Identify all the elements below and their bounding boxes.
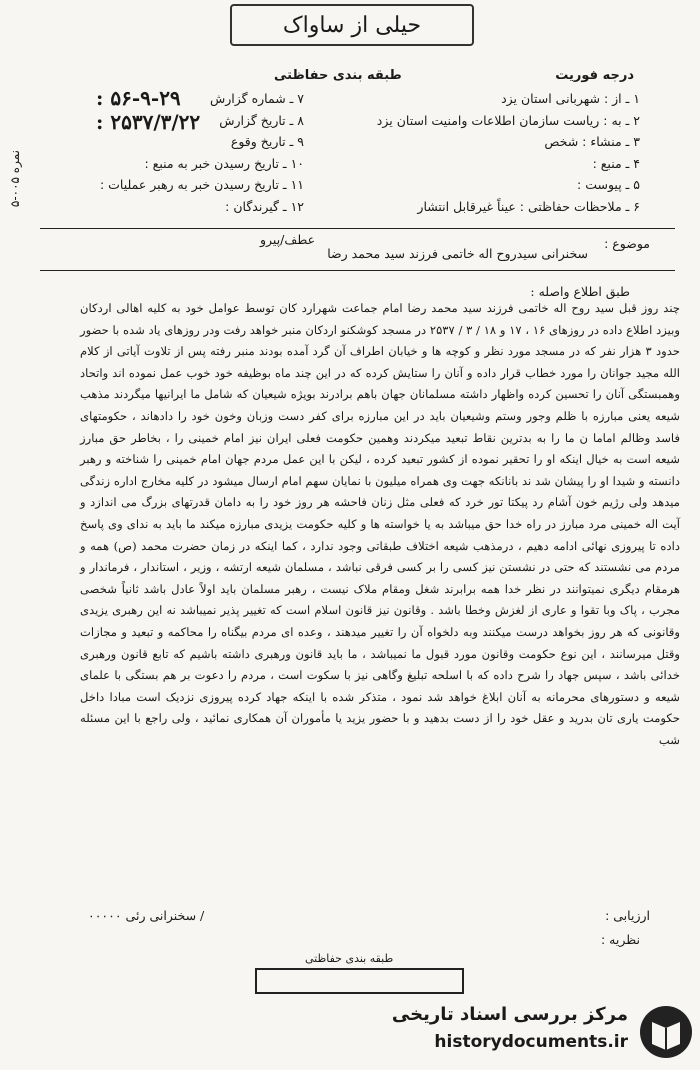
field-report-date: ۸ ـ تاریخ گزارش: [219, 112, 304, 128]
opinion-label: نظریه :: [601, 932, 640, 947]
field-source: ۴ ـ منبع :: [592, 155, 640, 171]
footer-note: / سخنرانی رئی ۰۰۰۰۰: [88, 908, 205, 923]
watermark: [391, 1000, 694, 1066]
report-date-handwritten: ۲۵۳۷/۳/۲۲ :: [96, 110, 201, 134]
side-number: ۵-۰۰۵ نمره: [8, 150, 22, 208]
classification-title: طبقه بندی حفاظتی: [274, 68, 402, 83]
field-report-number: ۷ ـ شماره گزارش: [209, 91, 304, 106]
book-logo-icon: [638, 1004, 694, 1060]
body-paragraph: چند روز قبل سید روح اله خاتمی فرزند سید محمد رضا امام جماعت شهرارد کان توسط عوامل خود به کلیه اهالی اردکان وبیزد اطلاع داده در روزهای ۱۶ ، ۱۷ و ۱۸ / ۳ / ۲۵۳۷ در مسجد کوشکنو اردکان منبر خواهد رفت ودر روزهای یاد شده با حضور حدود ۳ هزار نفر که در مسجد مورد نظر و کوچه ها و خیابان اطراف آن گرد آمده بودند منبر رفته پس از تلاوت آیاتی از کلام الله مجید جوانان را مورد خطاب قرار داده و آنان را ستایش کرده که در این چند ماه بوظیفه خود خوب عمل نموده اند واتحاد وهمبستگی آنان را تحسین کرده واظهار داشته مسلمانان جهان باهم برادرند بویژه شیعیان که شامل ما ایرانیها میگردند مذهب شیعه یعنی مبارزه با ظلم وجور وستم وشیعیان باید در این مبارزه برای کفر دست وزبان وخون خود را دادهاند ، حکومتهای فاسد وظالم اماما ن ما را به بدترین نقاط تبعید میکردند وهمین حکومت فعلی ایران نیز امام خمینی را ، بخاطر حق مبارز شیعه است به خیال اینکه او را تحقیر نموده از کشور تبعید کرده ، لیکن با این عمل مردم جهان امام خمینی را شناخته و رهبر دانسته و شیدا او را پیشان شد ند بانانکه جهت وی همراه میلیون با نمایان سهم امام ارسال میشود در کلیه مخارج اداره زندگی میدهد ولی رژیم خون آشام رد پیکتا تور خرد که فعلی مثل زنان فاحشه هر روز خود را به دامان قدرتهای بزرگ می اندازد و آیت اله خمینی مرد مبارز در راه خدا حق میباشد به یا خواسته ها و کلیه حکومت یزیدی مبارزه میکند ما باید به ندای وی پاسخ داده تا پیروزی نهائی ادامه دهیم ، درمذهب شیعه اختلاف طبقاتی وجود ندارد ، کما اینکه در زمان حضرت محمد (ص) همه و مردم می نشستند که حتی در نشستن نیز کسی را بر کسی فرقی نباشد ، مسلمان شیعه ارتشه ، وزیر ، استاندار ، فرماندار و هرمقام دیگری نمیتوانند در نظر خدا همه برابرند شغل ومقام ملاک نیست ، رهبر مسلمان باید اولاً عادل باشد ثانیاً شخصی مجرب ، پاک وبا تقوا و عاری از لغزش وخطا باشد . وقانون نیز قانون اسلام است که تغییر پذیر نمیباشد نه این رهبری یزیدی وقانونی که هر روز بخواهد درست میکنند وبه دلخواه آن را تغییر میدهند ، وعده ای مردم بیگناه را محاکمه و تبعید و مجازات وقتل میرسانند ، این نوع حکومت وقانون مورد قبول ما نمیباشد ، ما باید قانون ورهبری داشته باشیم که تابع قانون ورهبری خدائی باشد ، سپس جهاد را شرح داده که با اسلحه تبلیغ وگاهی نیز با سکوت است ، مردم را دعوت بر هم بستگی با علمای شیعه و دستورهای محرمانه به آنان ابلاغ خواهد شد نمود ، متذکر شده با اینکه جهاد کرده پیروزی نزدیک است مبادا داخل حکومت یاری تان بدرید و عقل خود را از دست بدهید و با حضور یزید یا مأموران آن همکاری نمائید ، ولی راجع با این مسئله شب: [80, 301, 680, 747]
field-security-notes: ۶ ـ ملاحظات حفاظتی : عیناً غیرقابل انتشار: [417, 198, 640, 214]
evaluation-label: ارزیابی :: [605, 908, 650, 923]
field-origin: ۳ ـ منشاء : شخص: [544, 134, 640, 150]
bottom-classification-title: طبقه بندی حفاظتی: [305, 952, 394, 965]
field-occurrence-date: ۹ ـ تاریخ وقوع: [230, 134, 304, 150]
right-fields: [377, 88, 640, 218]
field-news-to-leader-date: ۱۱ ـ تاریخ رسیدن خبر به رهبر عملیات :: [99, 177, 304, 193]
stamp-text: حیلی از ساواک: [282, 12, 422, 38]
watermark-site: historydocuments.ir: [434, 1032, 628, 1052]
field-recipients: ۱۲ ـ گیرندگان :: [225, 198, 304, 214]
top-stamp: [230, 4, 474, 46]
priority-title: درجه فوریت: [555, 68, 634, 83]
subject-divider: [40, 270, 675, 271]
field-from: ۱ ـ از : شهربانی استان یزد: [501, 91, 640, 106]
reference-label: عطف/پیرو: [260, 232, 316, 247]
field-attachment: ۵ ـ پیوست :: [577, 177, 640, 193]
subject-label: موضوع :: [604, 236, 650, 251]
report-number-handwritten: ۵۶-۹-۲۹ :: [96, 86, 181, 110]
bottom-classification-box: [255, 968, 464, 994]
intro-line: طبق اطلاع واصله :: [530, 284, 630, 299]
report-body: [80, 298, 680, 751]
subject-text: سخنرانی سیدروح اله خاتمی فرزند سید محمد رضا: [327, 246, 588, 261]
watermark-title: مرکز بررسی اسناد تاریخی: [391, 1004, 628, 1025]
field-news-to-source-date: ۱۰ ـ تاریخ رسیدن خبر به منبع :: [144, 155, 304, 171]
header-divider: [40, 228, 675, 229]
field-to: ۲ ـ به : ریاست سازمان اطلاعات وامنیت استان یزد: [376, 112, 640, 128]
